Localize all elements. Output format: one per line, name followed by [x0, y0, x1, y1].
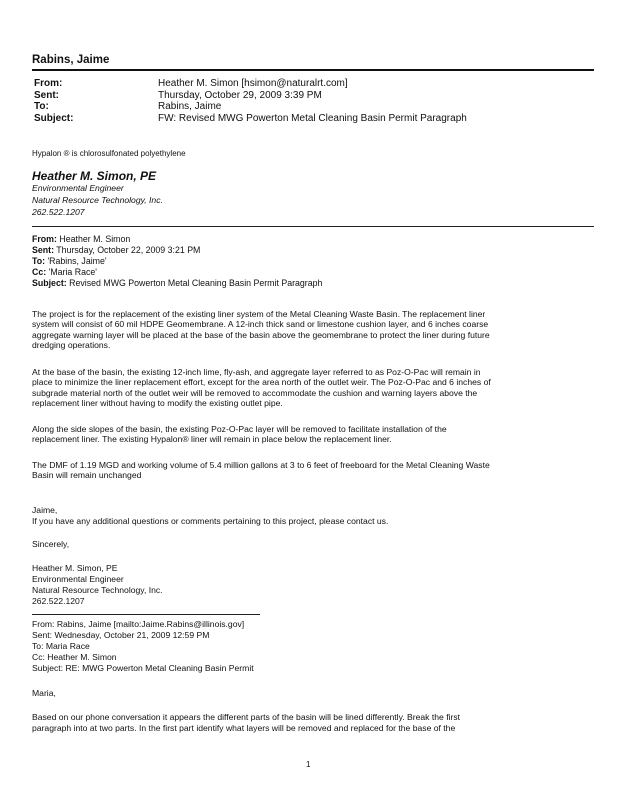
greeting: Jaime,: [32, 505, 58, 515]
header-divider: [32, 69, 594, 71]
subject-label: Subject:: [34, 112, 74, 124]
fwd-to-line: To: 'Rabins, Jaime': [32, 256, 107, 266]
signature-phone: 262.522.1207: [32, 207, 85, 217]
signature2-title: Environmental Engineer: [32, 574, 124, 584]
fwd-subject-line: Subject: Revised MWG Powerton Metal Cleaning Basin Permit Paragraph: [32, 278, 323, 288]
sent-row: [34, 90, 467, 102]
body-paragraph-2: At the base of the basin, the existing 12-inch lime, fly-ash, and aggregate layer referred to as Poz-O-Pac will remain in place to minimize the liner replacement effort, except for the area north of the outlet weir. The Poz-O-Pac and 6 inches of subgrade material north of the outlet weir will be removed to accommodate the cushion and warning layers above the replacement liner without having to modify the existing outlet pipe.: [32, 367, 491, 408]
reply-line-1: Based on our phone conversation it appears the different parts of the basin will be lined differently. Break the first: [32, 712, 461, 722]
reply-greeting: Maria,: [32, 688, 56, 698]
fwd2-sent: Sent: Wednesday, October 21, 2009 12:59 PM: [32, 630, 210, 640]
reply-line-2: paragraph into at two parts. In the first part identify what layers will be removed and replaced for the base of the: [32, 723, 456, 733]
from-value: Heather M. Simon [hsimon@naturalrt.com]: [158, 78, 348, 89]
page-number: 1: [306, 760, 311, 769]
forwarded-header: [32, 234, 322, 289]
reply-divider: [32, 614, 260, 615]
signature2-company: Natural Resource Technology, Inc.: [32, 585, 163, 595]
signature2-phone: 262.522.1207: [32, 596, 85, 606]
from-row: [34, 78, 467, 90]
fwd-sent-line: Sent: Thursday, October 22, 2009 3:21 PM: [32, 245, 201, 255]
subject-value: FW: Revised MWG Powerton Metal Cleaning Basin Permit Paragraph: [158, 112, 467, 124]
from-label: From:: [34, 78, 63, 89]
fwd2-to: To: Maria Race: [32, 641, 90, 651]
to-label: To:: [34, 101, 49, 112]
signature2-name: Heather M. Simon, PE: [32, 563, 118, 573]
closing-line: If you have any additional questions or comments pertaining to this project, please contact us.: [32, 516, 389, 526]
to-row: [34, 101, 467, 113]
fwd-from-line: From: Heather M. Simon: [32, 234, 131, 244]
forward-divider: [32, 226, 594, 227]
signature-name: Heather M. Simon, PE: [32, 169, 157, 183]
fwd-cc-line: Cc: 'Maria Race': [32, 267, 97, 277]
sent-value: Thursday, October 29, 2009 3:39 PM: [158, 89, 322, 101]
fwd2-from: From: Rabins, Jaime [mailto:Jaime.Rabins@illinois.gov]: [32, 619, 245, 629]
signature-title: Environmental Engineer: [32, 183, 124, 193]
signature-company: Natural Resource Technology, Inc.: [32, 195, 163, 205]
sincerely: Sincerely,: [32, 539, 70, 549]
mailbox-owner-name: Rabins, Jaime: [32, 54, 110, 66]
sent-label: Sent:: [34, 89, 59, 101]
body-paragraph-3: Along the side slopes of the basin, the existing Poz-O-Pac layer will be removed to facilitate installation of the replacement liner. The existing Hypalon® liner will remain in place below the replacement liner.: [32, 424, 447, 445]
intro-note: Hypalon ® is chlorosulfonated polyethylene: [32, 149, 186, 158]
body-paragraph-1: The project is for the replacement of the existing liner system of the Metal Cleaning Waste Basin. The replacement liner system will consist of 60 mil HDPE Geomembrane. A 12-inch thick sand or limestone cushion layer, and 6 inches coarse aggregate warning layer will be placed at the base of the basin above the geomembrane to protect the liner during future dredging operations.: [32, 309, 490, 350]
body-paragraph-4: The DMF of 1.19 MGD and working volume of 5.4 million gallons at 3 to 6 feet of freeboard for the Metal Cleaning Waste Basin will remain unchanged: [32, 460, 490, 481]
fwd2-cc: Cc: Heather M. Simon: [32, 652, 117, 662]
subject-row: [34, 113, 467, 125]
fwd2-subject: Subject: RE: MWG Powerton Metal Cleaning Basin Permit: [32, 663, 254, 673]
email-header-fields: [34, 78, 467, 124]
to-value: Rabins, Jaime: [158, 101, 222, 112]
